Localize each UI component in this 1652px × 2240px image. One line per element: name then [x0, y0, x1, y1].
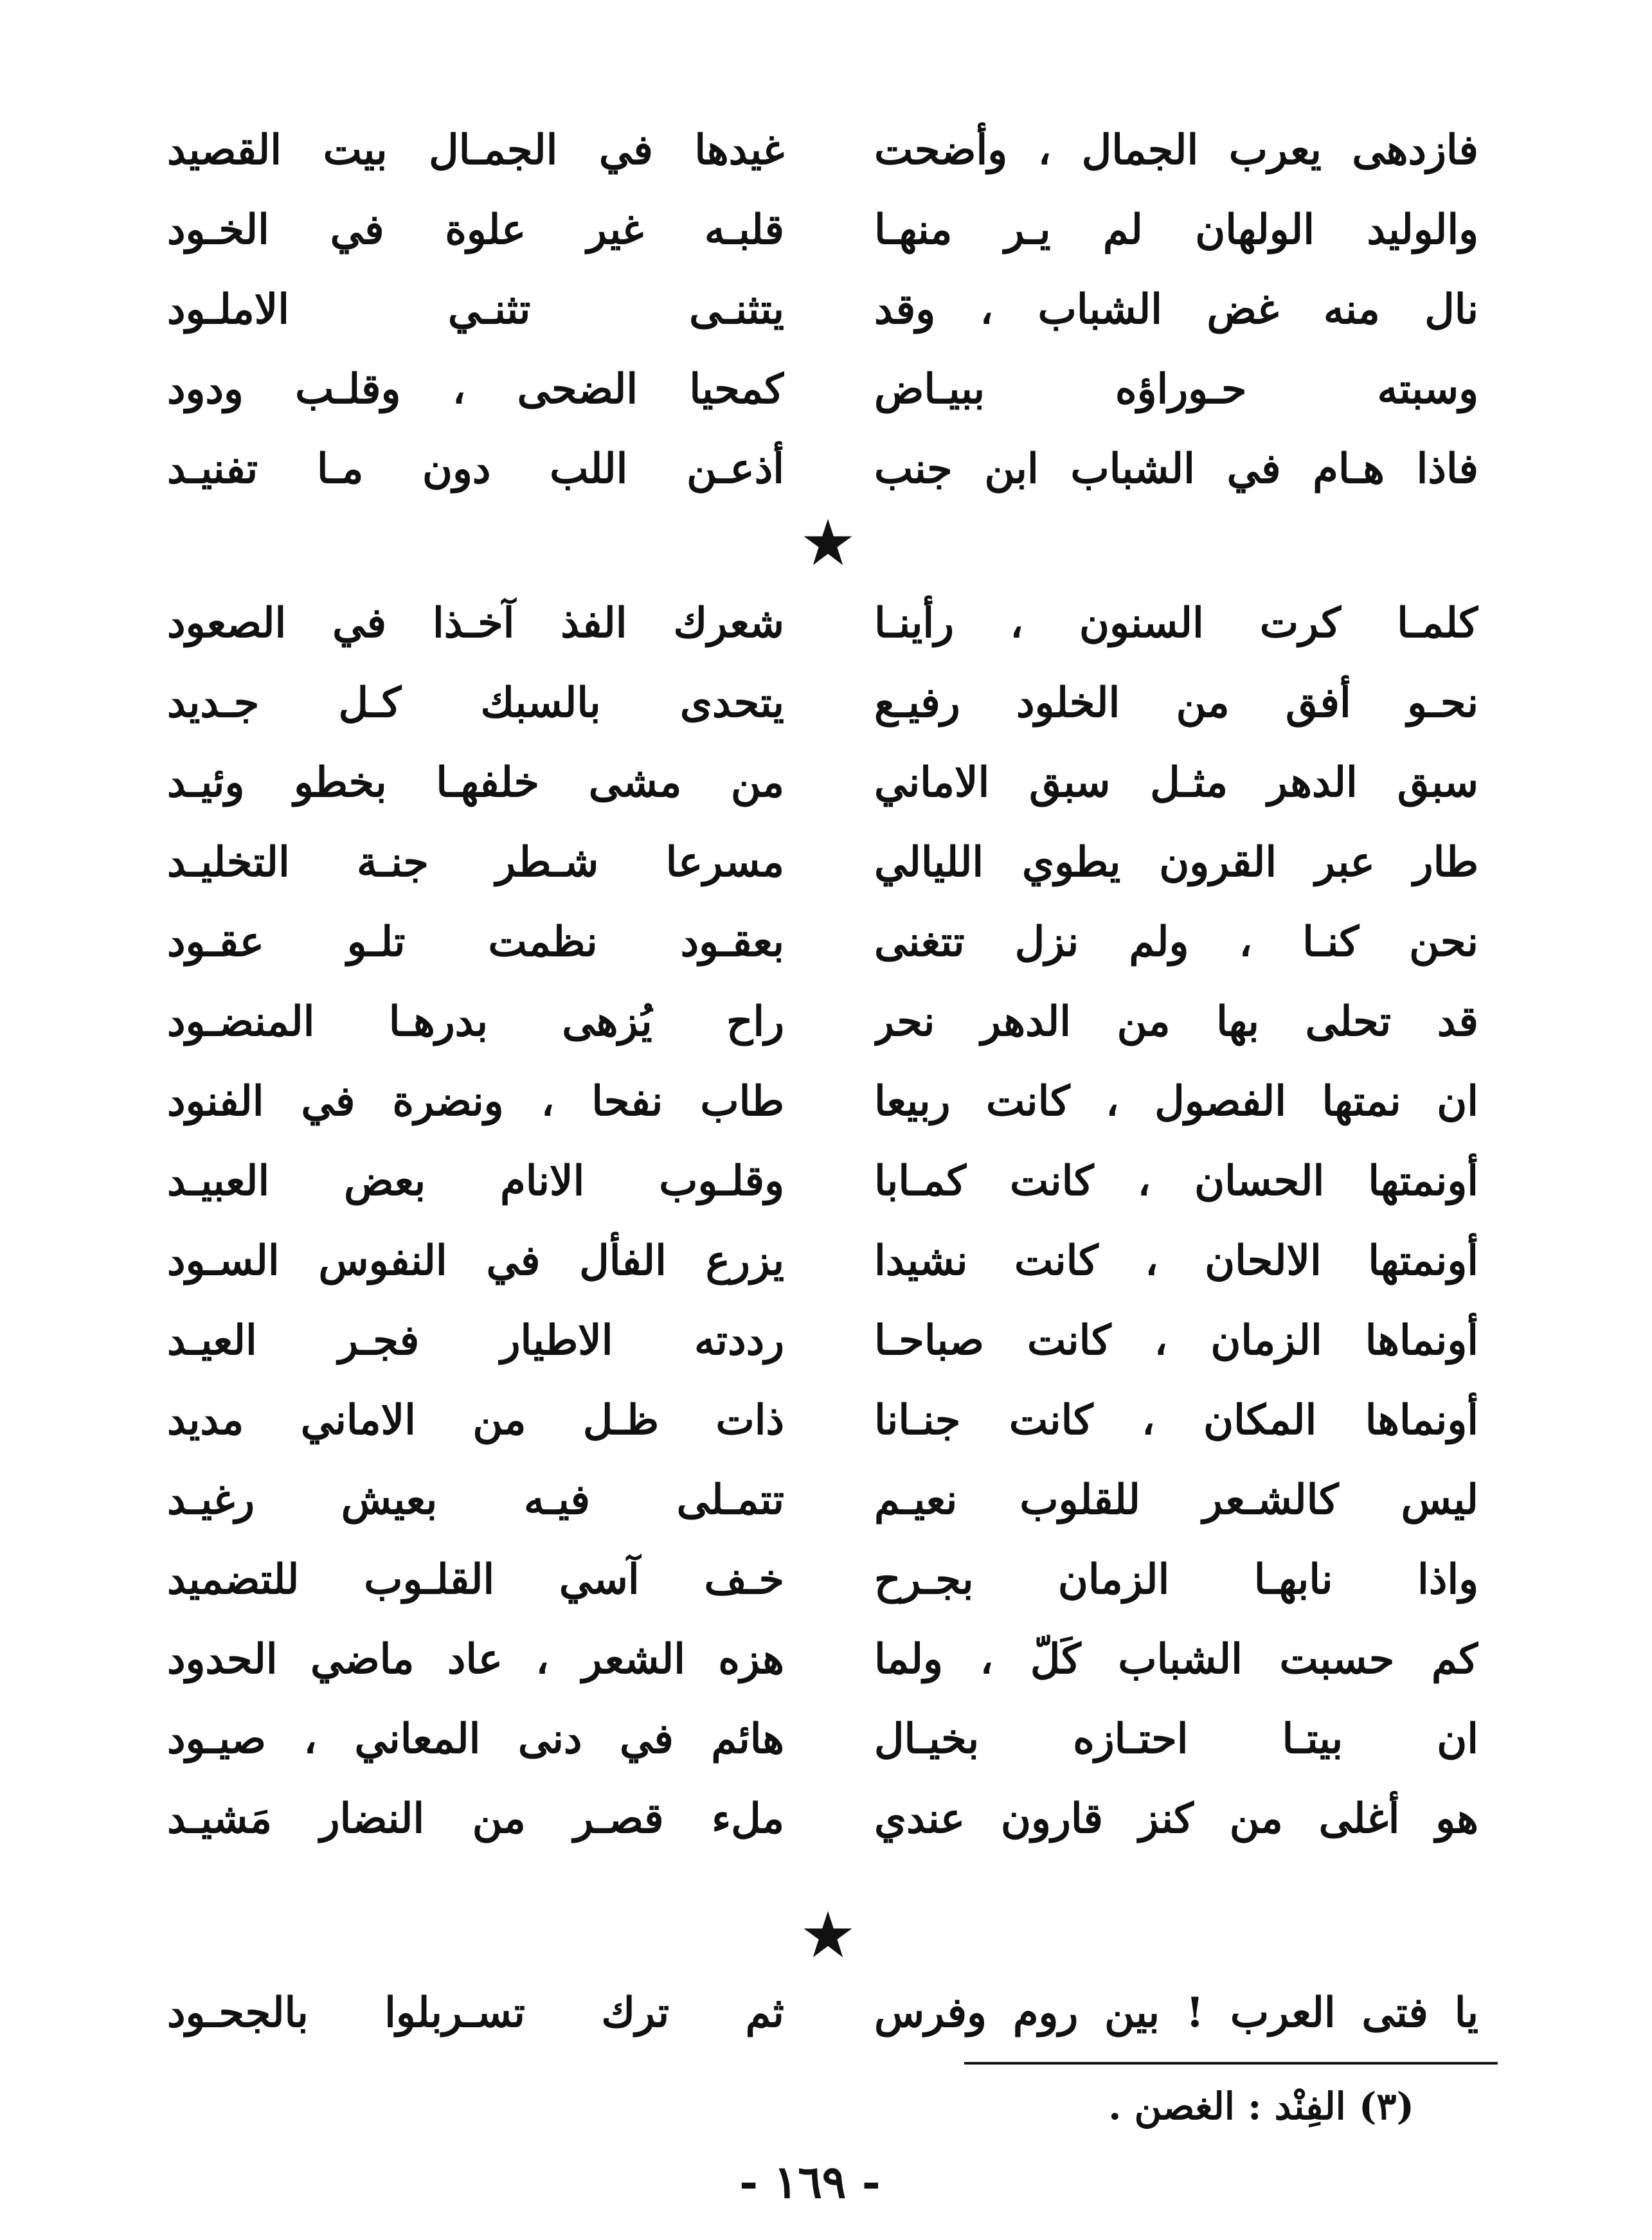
verse-first-hemistich: هو أغلى من كنز قارون عندي — [874, 1795, 1478, 1843]
verse-second-hemistich: كمحيا الضحى ، وقلـب ودود — [167, 365, 784, 413]
verse-first-hemistich: والوليد الولهان لم يـر منهـا — [874, 206, 1478, 254]
stanza-2 — [0, 584, 1652, 1859]
verse-first-hemistich: نحـو أفق من الخلود رفيـع — [874, 679, 1478, 727]
verse-first-hemistich: نال منه غض الشباب ، وقد — [874, 285, 1478, 334]
footnote-divider — [964, 2062, 1498, 2065]
verse-first-hemistich: أونماها الزمان ، كانت صباحـا — [874, 1316, 1478, 1365]
verse-second-hemistich: يتثنـى تثنـي الاملـود — [167, 285, 784, 334]
verse-second-hemistich: بعقـود نظمت تلـو عقـود — [167, 918, 784, 966]
verse — [0, 902, 1652, 982]
verse-first-hemistich: سبق الدهر مثـل سبق الاماني — [874, 758, 1478, 807]
verse — [0, 1973, 1652, 2053]
verse-first-hemistich: نحن كنـا ، ولم نزل تتغنى — [874, 918, 1478, 966]
verse — [0, 1779, 1652, 1859]
verse-first-hemistich: طار عبر القرون يطوي الليالي — [874, 838, 1478, 886]
verse — [0, 584, 1652, 663]
verse — [0, 270, 1652, 350]
verse — [0, 1301, 1652, 1381]
star-divider-icon — [802, 517, 854, 568]
verse — [0, 1460, 1652, 1540]
verse-second-hemistich: من مشى خلفهـا بخطو وئيـد — [167, 758, 784, 807]
verse-second-hemistich: ذات ظـل من الاماني مديد — [167, 1396, 784, 1444]
verse — [0, 350, 1652, 429]
verse-first-hemistich: ان بيتـا احتـازه بخيـال — [874, 1715, 1478, 1763]
verse-second-hemistich: شعرك الفذ آخـذا في الصعود — [167, 599, 784, 647]
verse-first-hemistich: أونمتها الالحان ، كانت نشيدا — [874, 1237, 1478, 1285]
stanza-3 — [0, 1973, 1652, 2053]
verse-second-hemistich: غيدها في الجمـال بيت القصيد — [167, 126, 784, 174]
verse-first-hemistich: فاذا هـام في الشباب ابن جنب — [874, 445, 1478, 493]
verse-second-hemistich: يتحدى بالسبك كـل جـديد — [167, 679, 784, 727]
verse-first-hemistich: ليس كالشـعر للقلوب نعيـم — [874, 1476, 1478, 1524]
verse-first-hemistich: أونماها المكان ، كانت جنـانا — [874, 1396, 1478, 1444]
verse-second-hemistich: قلبـه غير علوة في الخـود — [167, 206, 784, 254]
verse-first-hemistich: يا فتى العرب ! بين روم وفرس — [874, 1989, 1478, 2037]
verse — [0, 1540, 1652, 1620]
verse-second-hemistich: راح يُزهى بدرهـا المنضـود — [167, 998, 784, 1046]
verse — [0, 190, 1652, 270]
verse-first-hemistich: وسبته حـوراؤه ببيـاض — [874, 365, 1478, 413]
verse-first-hemistich: كلمـا كرت السنون ، رأينـا — [874, 599, 1478, 647]
verse-second-hemistich: مسرعا شـطر جنـة التخليـد — [167, 838, 784, 886]
verse-second-hemistich: طاب نفحا ، ونضرة في الفنود — [167, 1077, 784, 1125]
footnote: (٣) الفِنْد : الغصن . — [1108, 2084, 1414, 2128]
verse-first-hemistich: قد تحلى بها من الدهر نحر — [874, 998, 1478, 1046]
verse-first-hemistich: أونمتها الحسان ، كانت كمـابا — [874, 1157, 1478, 1205]
verse-second-hemistich: وقلـوب الانام بعض العبيـد — [167, 1157, 784, 1205]
verse-second-hemistich: هائم في دنى المعاني ، صيـود — [167, 1715, 784, 1763]
stanza-1 — [0, 111, 1652, 509]
verse-second-hemistich: هزه الشعر ، عاد ماضي الحدود — [167, 1635, 784, 1683]
verse-first-hemistich: واذا نابهـا الزمان بجـرح — [874, 1555, 1478, 1604]
verse — [0, 1620, 1652, 1699]
verse — [0, 1381, 1652, 1460]
verse-second-hemistich: تتمـلى فيـه بعيش رغيـد — [167, 1476, 784, 1524]
verse — [0, 111, 1652, 190]
verse — [0, 1142, 1652, 1221]
verse — [0, 982, 1652, 1062]
page-number: - ١٦٩ - — [739, 2155, 881, 2209]
verse-second-hemistich: ثم ترك تسـربلوا بالجحـود — [167, 1989, 784, 2037]
verse — [0, 1699, 1652, 1779]
verse — [0, 823, 1652, 902]
verse-second-hemistich: يزرع الفأل في النفوس السـود — [167, 1237, 784, 1285]
verse-first-hemistich: فازدهى يعرب الجمال ، وأضحت — [874, 126, 1478, 174]
verse-first-hemistich: كم حسبت الشباب كَلّ ، ولما — [874, 1635, 1478, 1683]
verse — [0, 1221, 1652, 1301]
verse — [0, 429, 1652, 509]
verse-second-hemistich: أذعـن اللب دون مـا تفنيـد — [167, 445, 784, 493]
verse-first-hemistich: ان نمتها الفصول ، كانت ربيعا — [874, 1077, 1478, 1125]
verse-second-hemistich: ملء قصـر من النضار مَشيـد — [167, 1795, 784, 1843]
verse — [0, 663, 1652, 743]
verse-second-hemistich: رددته الاطيار فجـر العيـد — [167, 1316, 784, 1365]
star-divider-icon — [802, 1909, 854, 1960]
verse — [0, 1062, 1652, 1142]
verse — [0, 743, 1652, 823]
verse-second-hemistich: خـف آسي القلـوب للتضميد — [167, 1555, 784, 1604]
